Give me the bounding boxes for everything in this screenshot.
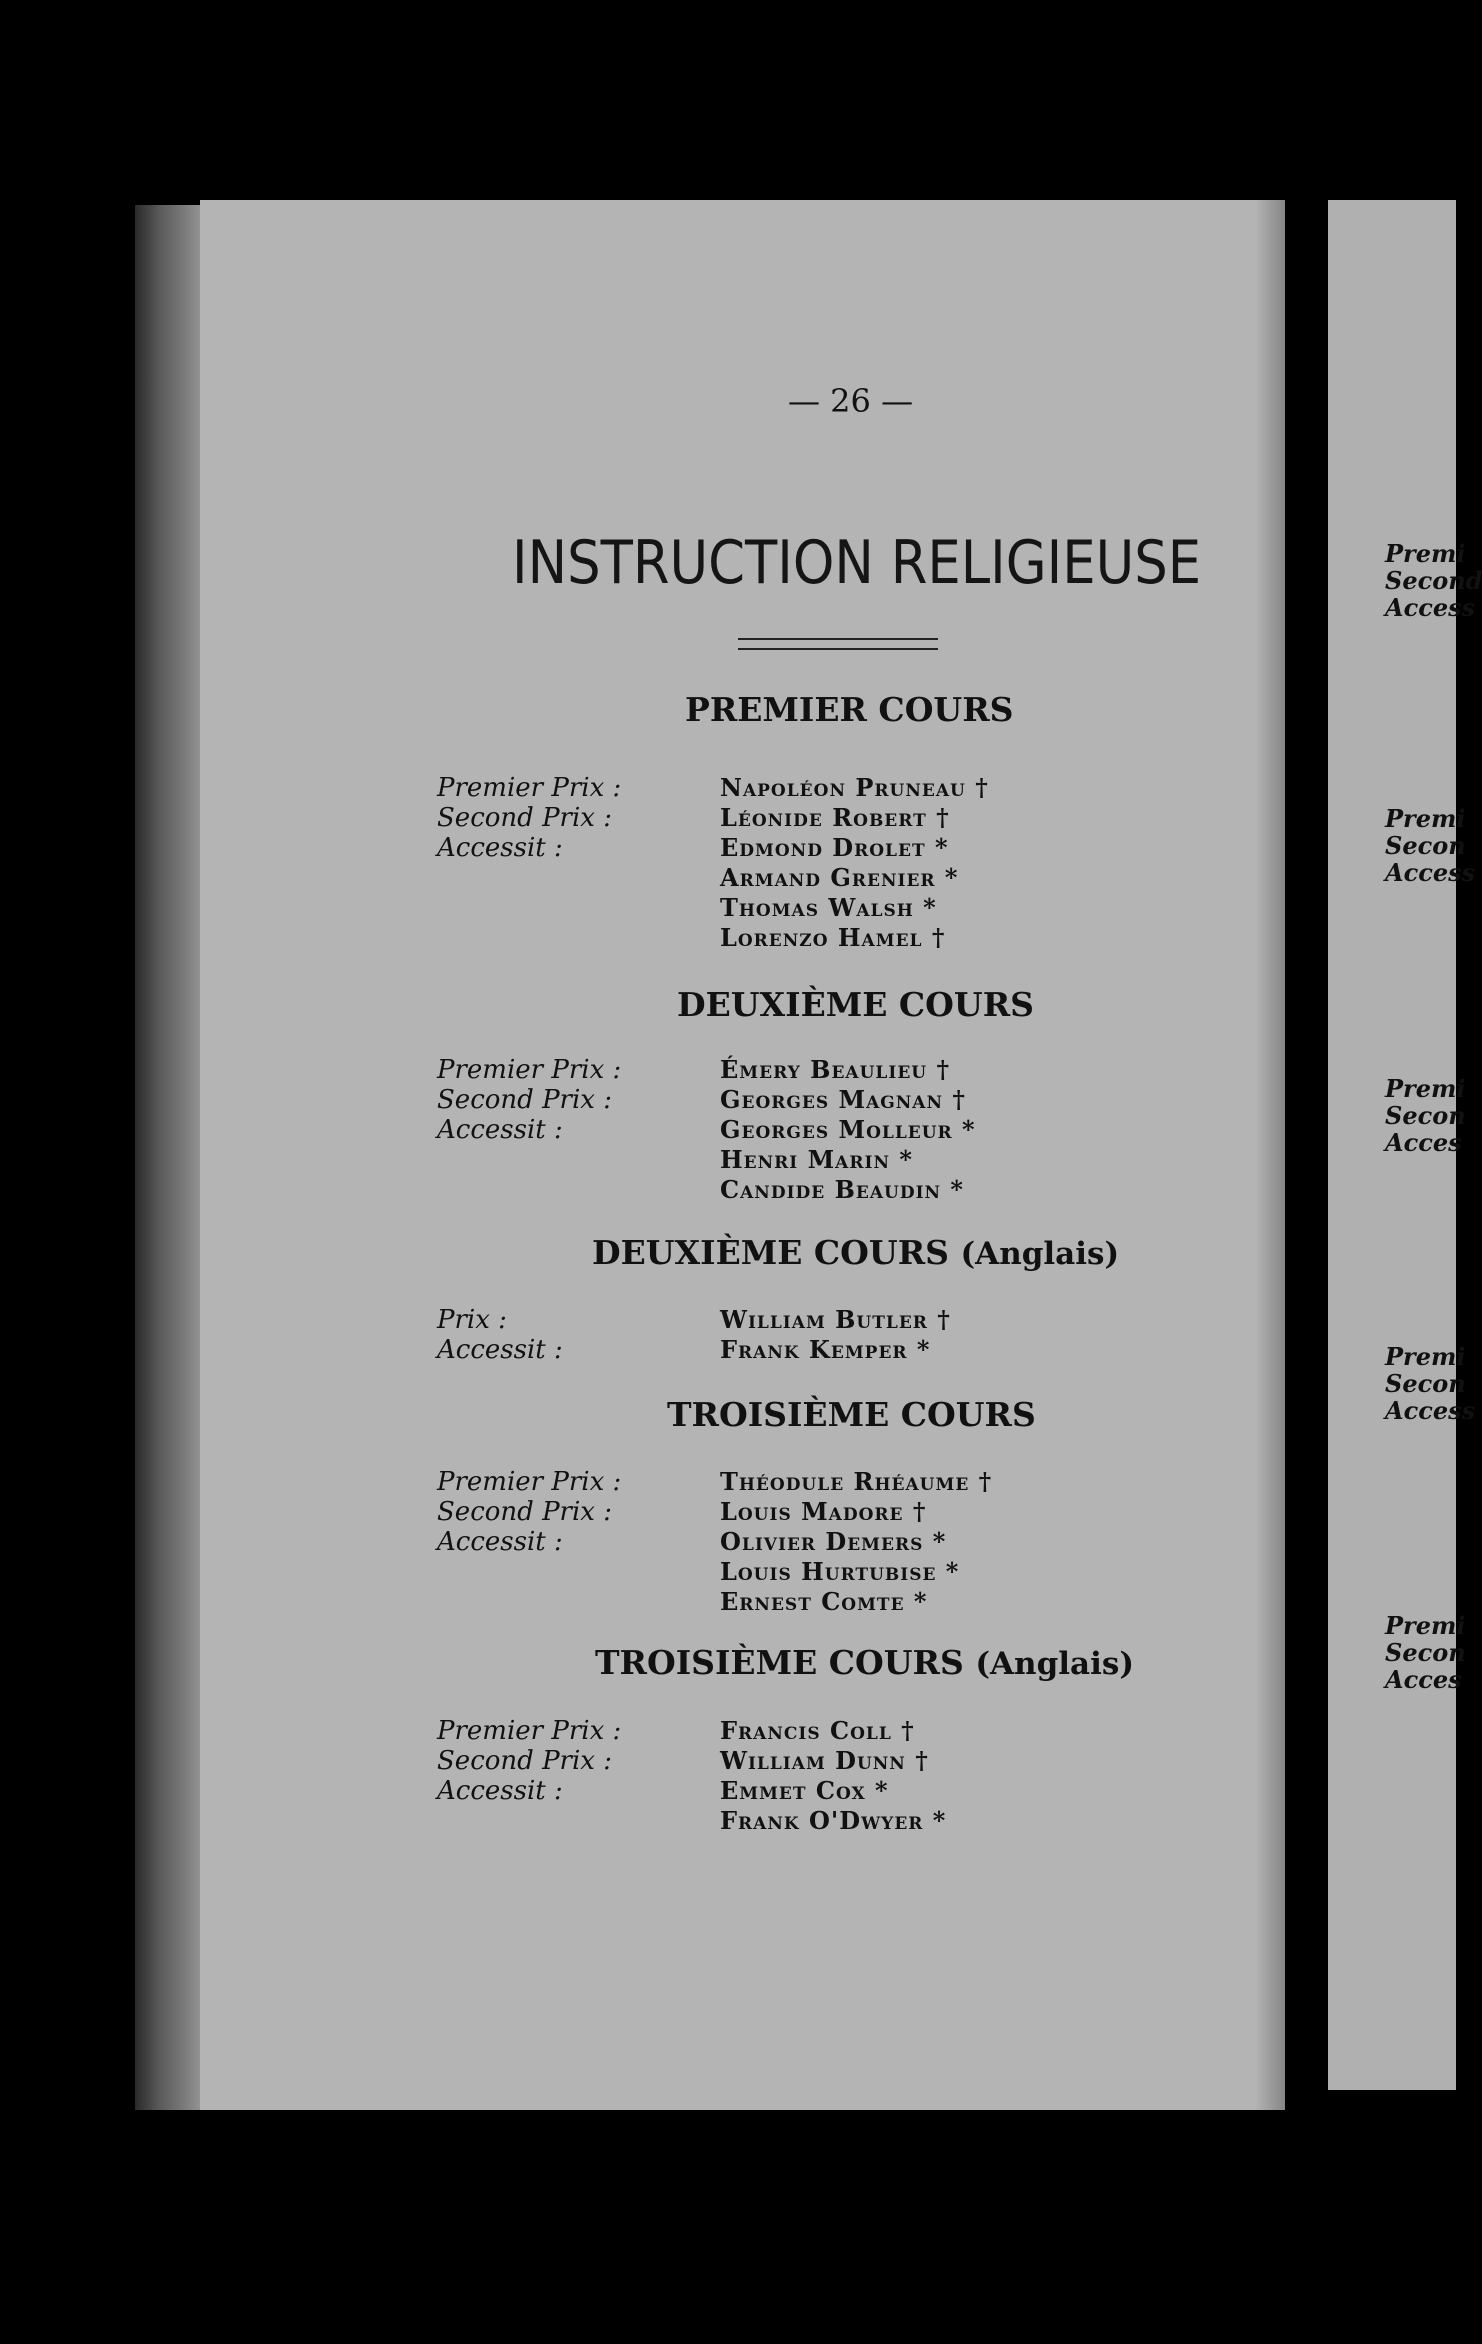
prize-label: Accessit :	[437, 1115, 563, 1145]
prize-label: Premier Prix :	[437, 1055, 622, 1085]
facing-label: Secon	[1385, 1638, 1466, 1667]
facing-label: Secon	[1385, 1101, 1466, 1130]
winner-name: Louis Hurtubise *	[720, 1557, 960, 1586]
facing-label: Access	[1385, 1396, 1476, 1425]
winner-name: Lorenzo Hamel †	[720, 923, 946, 952]
prize-label: Second Prix :	[437, 1746, 612, 1776]
section-heading-troisieme-cours-anglais	[595, 1643, 1134, 1682]
winner-name: Edmond Drolet *	[720, 833, 949, 862]
section-heading-text: TROISIÈME COURS	[595, 1643, 964, 1682]
prize-label: Premier Prix :	[437, 1716, 622, 1746]
facing-label: Premi	[1385, 1342, 1466, 1371]
winner-list	[720, 773, 989, 953]
facing-label: Second	[1385, 566, 1482, 595]
winner-name: Napoléon Pruneau †	[720, 773, 989, 802]
section-heading-premier-cours	[685, 690, 1013, 729]
winner-name: Léonide Robert †	[720, 803, 950, 832]
winner-name: Olivier Demers *	[720, 1527, 947, 1556]
winner-name: William Dunn †	[720, 1746, 929, 1775]
section-heading-text: TROISIÈME COURS	[667, 1395, 1036, 1434]
winner-list	[720, 1055, 976, 1205]
winner-name: Frank Kemper *	[720, 1335, 931, 1364]
facing-label: Secon	[1385, 831, 1466, 860]
facing-label: Acces	[1385, 1665, 1462, 1694]
prize-label: Second Prix :	[437, 1085, 612, 1115]
winner-list	[720, 1305, 951, 1365]
prize-labels	[437, 1055, 621, 1145]
winner-name: William Butler †	[720, 1305, 951, 1334]
facing-label: Access	[1385, 858, 1476, 887]
winner-name: Armand Grenier *	[720, 863, 959, 892]
facing-label: Secon	[1385, 1369, 1466, 1398]
winner-name: Candide Beaudin *	[720, 1175, 964, 1204]
winner-name: Émery Beaulieu †	[720, 1055, 951, 1084]
page-title: INSTRUCTION RELIGIEUSE	[512, 528, 1202, 598]
facing-label: Acces	[1385, 1128, 1462, 1157]
section-heading-deuxieme-cours-anglais	[592, 1233, 1119, 1272]
prize-label: Accessit :	[437, 1776, 563, 1806]
section-heading-sub: (Anglais)	[975, 1646, 1135, 1682]
section-heading-sub: (Anglais)	[960, 1236, 1120, 1272]
prize-labels	[437, 1467, 621, 1557]
winner-list	[720, 1716, 946, 1836]
facing-label: Premi	[1385, 1074, 1466, 1103]
section-heading-text: DEUXIÈME COURS	[677, 985, 1034, 1024]
title-divider	[738, 638, 938, 650]
facing-page-fragment	[1385, 1342, 1476, 1425]
prize-label: Premier Prix :	[437, 773, 622, 803]
prize-label: Premier Prix :	[437, 1467, 622, 1497]
facing-page-fragment	[1385, 1074, 1466, 1157]
prize-label: Accessit :	[437, 1335, 563, 1365]
winner-list	[720, 1467, 992, 1617]
facing-label: Access	[1385, 593, 1476, 622]
prize-label: Second Prix :	[437, 803, 612, 833]
page-number: — 26 —	[788, 382, 914, 420]
facing-label: Premi	[1385, 539, 1466, 568]
facing-label: Premi	[1385, 1611, 1466, 1640]
prize-label: Accessit :	[437, 833, 563, 863]
section-heading-deuxieme-cours	[677, 985, 1034, 1024]
facing-page-fragment	[1385, 804, 1476, 887]
spine-shadow	[1255, 200, 1295, 2110]
prize-labels	[437, 773, 621, 863]
facing-label: Premi	[1385, 804, 1466, 833]
facing-page-fragment	[1385, 539, 1482, 622]
winner-name: Ernest Comte *	[720, 1587, 928, 1616]
winner-name: Thomas Walsh *	[720, 893, 937, 922]
winner-name: Georges Molleur *	[720, 1115, 976, 1144]
facing-page-fragment	[1385, 1611, 1466, 1694]
section-heading-text: PREMIER COURS	[685, 690, 1014, 729]
winner-name: Louis Madore †	[720, 1497, 927, 1526]
section-heading-text: DEUXIÈME COURS	[592, 1233, 949, 1272]
winner-name: Georges Magnan †	[720, 1085, 966, 1114]
prize-labels	[437, 1716, 621, 1806]
section-heading-troisieme-cours	[667, 1395, 1036, 1434]
page-edge	[135, 205, 205, 2110]
prize-labels	[437, 1305, 563, 1365]
winner-name: Emmet Cox *	[720, 1776, 889, 1805]
prize-label: Accessit :	[437, 1527, 563, 1557]
winner-name: Frank O'Dwyer *	[720, 1806, 947, 1835]
winner-name: Francis Coll †	[720, 1716, 915, 1745]
prize-label: Second Prix :	[437, 1497, 612, 1527]
winner-name: Henri Marin *	[720, 1145, 913, 1174]
winner-name: Théodule Rhéaume †	[720, 1467, 993, 1496]
prize-label: Prix :	[437, 1305, 507, 1335]
